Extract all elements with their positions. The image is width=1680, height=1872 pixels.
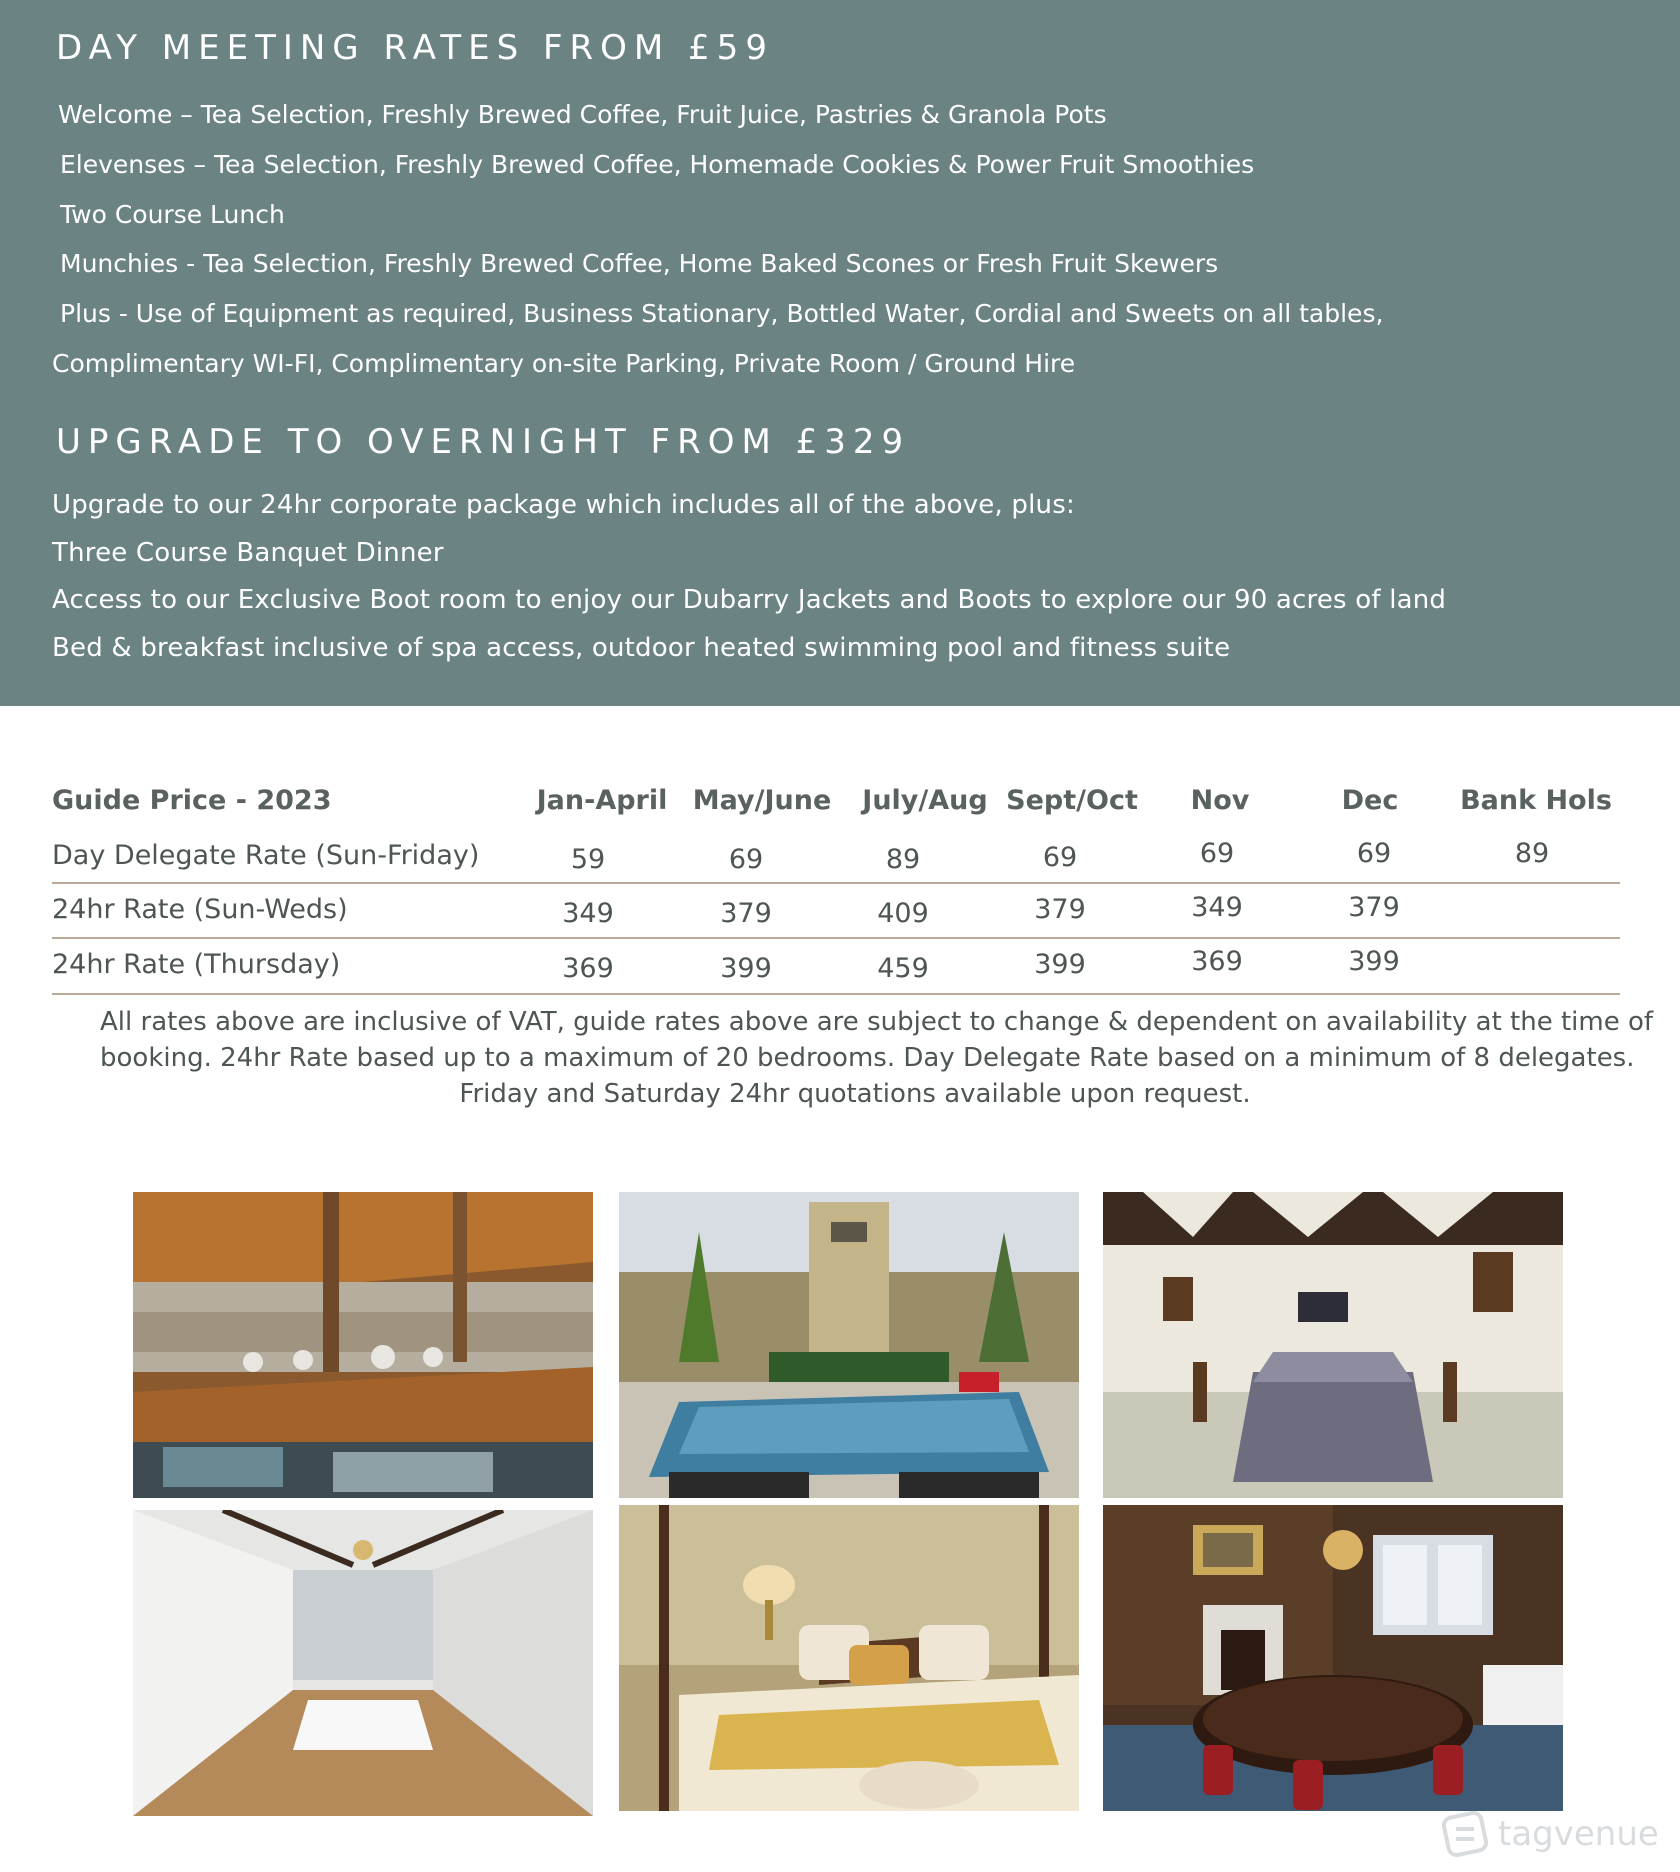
table-row-divider bbox=[52, 882, 1620, 884]
table-row-label-day-delegate: Day Delegate Rate (Sun-Friday) bbox=[52, 840, 480, 871]
table-cell: 379 bbox=[1348, 892, 1400, 923]
day-meeting-line-plus: Plus - Use of Equipment as required, Business Stationary, Bottled Water, Cordial and Sweets on all tables, bbox=[60, 299, 1384, 328]
table-cell: 399 bbox=[1034, 949, 1086, 980]
notes-line-2: booking. 24hr Rate based up to a maximum of 20 bedrooms. Day Delegate Rate based on a minimum of 8 delegates. bbox=[100, 1043, 1635, 1073]
package-info-panel bbox=[0, 0, 1680, 706]
guide-price-table bbox=[52, 776, 1620, 998]
table-cell: 379 bbox=[720, 898, 772, 929]
day-meeting-line-lunch: Two Course Lunch bbox=[60, 200, 285, 229]
table-header-july-aug: July/Aug bbox=[862, 785, 988, 816]
table-cell: 409 bbox=[877, 898, 929, 929]
table-cell: 69 bbox=[1199, 838, 1235, 869]
table-cell: 369 bbox=[562, 953, 614, 984]
overnight-line-boot-room: Access to our Exclusive Boot room to enjoy our Dubarry Jackets and Boots to explore our 90 acres of land bbox=[52, 585, 1447, 615]
table-cell: 69 bbox=[728, 844, 764, 875]
table-cell: 459 bbox=[877, 953, 929, 984]
table-cell: 69 bbox=[1356, 838, 1392, 869]
notes-line-1: All rates above are inclusive of VAT, guide rates above are subject to change & dependent on availability at the time of bbox=[100, 1007, 1654, 1037]
day-meeting-line-welcome: Welcome – Tea Selection, Freshly Brewed Coffee, Fruit Juice, Pastries & Granola Pots bbox=[58, 100, 1107, 129]
table-cell: 399 bbox=[1348, 946, 1400, 977]
table-row-label-24hr-sun-weds: 24hr Rate (Sun-Weds) bbox=[52, 894, 348, 925]
tagvenue-logo-icon bbox=[1440, 1809, 1490, 1859]
overnight-line-dinner: Three Course Banquet Dinner bbox=[52, 538, 444, 568]
notes-line-3: Friday and Saturday 24hr quotations available upon request. bbox=[459, 1079, 1251, 1109]
table-cell: 349 bbox=[1191, 892, 1243, 923]
overnight-line-intro: Upgrade to our 24hr corporate package which includes all of the above, plus: bbox=[52, 490, 1075, 520]
table-row-divider bbox=[52, 993, 1620, 995]
table-row-divider bbox=[52, 937, 1620, 939]
photo-pool-terrace bbox=[619, 1192, 1079, 1498]
table-header-guide-price: Guide Price - 2023 bbox=[52, 785, 332, 816]
day-meeting-line-munchies: Munchies - Tea Selection, Freshly Brewed Coffee, Home Baked Scones or Fresh Fruit Skewers bbox=[60, 249, 1219, 278]
table-cell: 369 bbox=[1191, 946, 1243, 977]
day-meeting-line-elevenses: Elevenses – Tea Selection, Freshly Brewed Coffee, Homemade Cookies & Power Fruit Smoothies bbox=[60, 150, 1255, 179]
tagvenue-watermark bbox=[1440, 1808, 1659, 1860]
table-header-nov: Nov bbox=[1190, 785, 1250, 816]
table-header-bank-hols: Bank Hols bbox=[1460, 785, 1612, 816]
table-cell: 399 bbox=[720, 953, 772, 984]
day-meeting-line-complimentary: Complimentary WI-FI, Complimentary on-site Parking, Private Room / Ground Hire bbox=[52, 349, 1076, 378]
photo-panelled-meeting-room bbox=[1103, 1505, 1563, 1811]
table-header-may-june: May/June bbox=[692, 785, 832, 816]
photo-beamed-boardroom bbox=[1103, 1192, 1563, 1498]
table-cell: 89 bbox=[1514, 838, 1550, 869]
rate-terms-notes bbox=[100, 1004, 1654, 1112]
overnight-line-bed-breakfast: Bed & breakfast inclusive of spa access, outdoor heated swimming pool and fitness suite bbox=[52, 633, 1231, 663]
table-cell: 379 bbox=[1034, 894, 1086, 925]
overnight-heading: UPGRADE TO OVERNIGHT FROM £329 bbox=[56, 422, 911, 462]
photo-four-poster-bedroom bbox=[619, 1505, 1079, 1811]
photo-long-hall bbox=[133, 1510, 593, 1816]
table-cell: 69 bbox=[1042, 842, 1078, 873]
photo-marquee-dining bbox=[133, 1192, 593, 1498]
table-row-label-24hr-thursday: 24hr Rate (Thursday) bbox=[52, 949, 341, 980]
table-header-sept-oct: Sept/Oct bbox=[1006, 785, 1138, 816]
table-cell: 59 bbox=[570, 844, 606, 875]
table-cell: 89 bbox=[885, 844, 921, 875]
watermark-text: tagvenue bbox=[1498, 1814, 1659, 1854]
day-meeting-heading: DAY MEETING RATES FROM £59 bbox=[56, 28, 774, 68]
table-header-dec: Dec bbox=[1341, 785, 1399, 816]
table-header-jan-april: Jan-April bbox=[536, 785, 668, 816]
table-cell: 349 bbox=[562, 898, 614, 929]
